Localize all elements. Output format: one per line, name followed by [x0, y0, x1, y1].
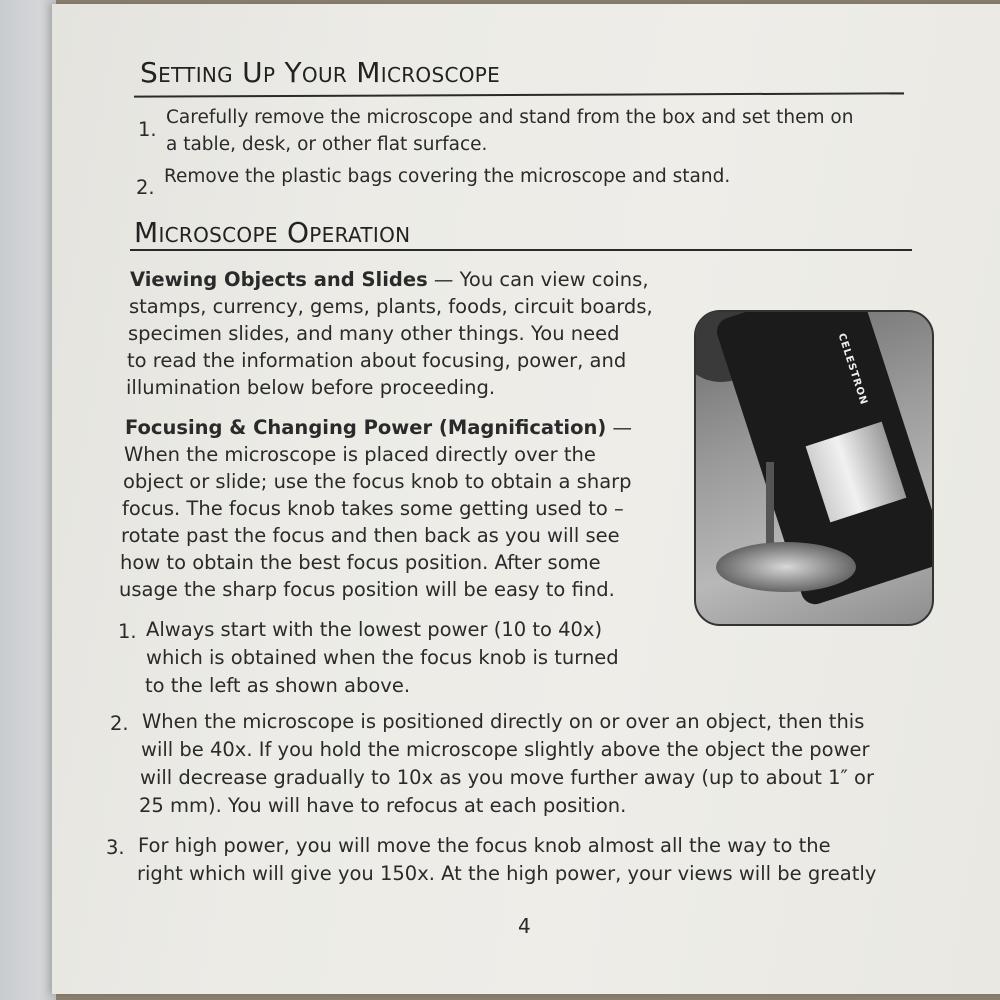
paragraph-line: to read the information about focusing, power, and [127, 349, 627, 372]
step-line: 25 mm). You will have to refocus at each position. [139, 794, 627, 817]
step-number: 3. [106, 836, 125, 859]
paragraph-line: how to obtain the best focus position. After some [120, 551, 601, 574]
page-number: 4 [518, 914, 531, 938]
section-rule [134, 92, 904, 97]
paragraph-lead-suffix: — [606, 416, 632, 439]
paragraph-line: rotate past the focus and then back as you will see [121, 524, 620, 547]
step-line: right which will give you 150x. At the high power, your views will be greatly [137, 862, 877, 885]
paragraph-line: object or slide; use the focus knob to obtain a sharp [123, 470, 632, 493]
facing-page-edge [0, 0, 56, 1000]
step-line: Always start with the lowest power (10 to 40x) [146, 618, 603, 641]
brand-label: CELESTRON [835, 332, 870, 407]
paragraph-lead-focusing: Focusing & Changing Power (Magnification) [125, 416, 607, 439]
paragraph-line: stamps, currency, gems, plants, foods, circuit boards, [129, 295, 653, 318]
paragraph-lead-line [125, 414, 632, 442]
paragraph-line: focus. The focus knob takes some getting used to – [122, 497, 624, 520]
step-line: will be 40x. If you hold the microscope slightly above the object the power [141, 738, 870, 761]
paragraph-line: When the microscope is placed directly over the [124, 443, 596, 466]
paragraph-lead-suffix: — You can view coins, [427, 268, 649, 291]
step-line: For high power, you will move the focus knob almost all the way to the [138, 834, 831, 857]
step-number: 1. [138, 118, 157, 141]
paragraph-line: specimen slides, and many other things. You need [128, 322, 620, 345]
paragraph-lead-viewing: Viewing Objects and Slides [130, 268, 428, 291]
paragraph-line: usage the sharp focus position will be easy to find. [119, 578, 615, 601]
step-number: 2. [136, 176, 155, 199]
section-title-operation: Microscope Operation [134, 216, 411, 249]
section-title-setting-up: Setting Up Your Microscope [140, 56, 501, 89]
step-line: which is obtained when the focus knob is turned [146, 646, 619, 669]
step-line: Carefully remove the microscope and stand from the box and set them on [166, 107, 854, 128]
step-number: 2. [110, 712, 129, 735]
step-line: will decrease gradually to 10x as you move further away (up to about 1″ or [140, 766, 874, 789]
step-line: a table, desk, or other flat surface. [166, 134, 488, 155]
manual-page [52, 4, 1000, 994]
microscope-photo [694, 310, 934, 626]
step-line: Remove the plastic bags covering the microscope and stand. [164, 166, 731, 187]
paragraph-lead-line [130, 266, 649, 294]
step-line: When the microscope is positioned directly on or over an object, then this [142, 710, 865, 733]
section-rule [130, 249, 912, 251]
step-line: to the left as shown above. [145, 674, 411, 697]
step-number: 1. [118, 620, 137, 643]
specimen-base [716, 542, 856, 592]
paragraph-line: illumination below before proceeding. [126, 376, 496, 399]
